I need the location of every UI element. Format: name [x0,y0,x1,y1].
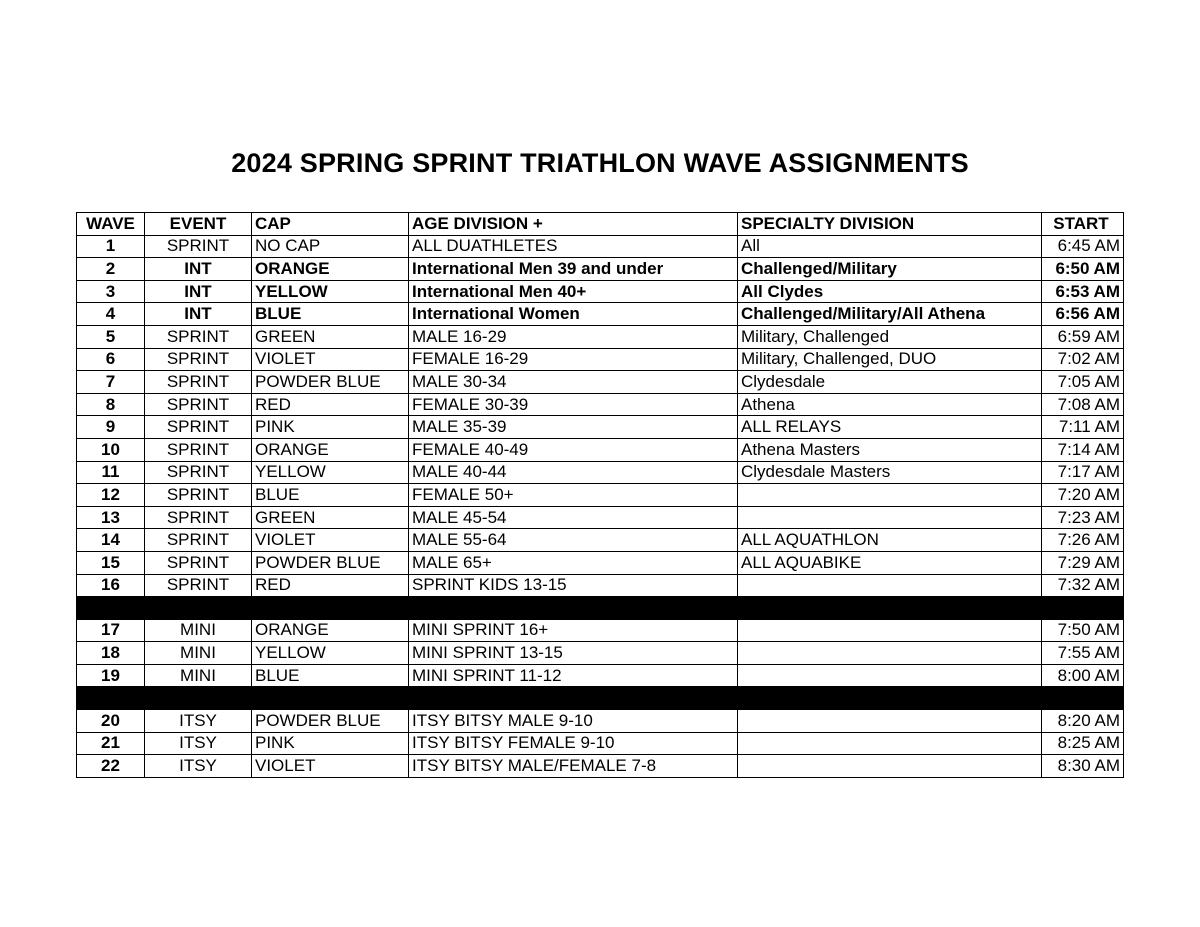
table-row [77,438,1124,461]
table-row [77,325,1124,348]
age-division-cell: MALE 16-29 [409,325,738,348]
table-row [77,574,1124,597]
event-cell: SPRINT [145,371,252,394]
specialty-division-cell: ALL AQUABIKE [738,551,1042,574]
table-row [77,393,1124,416]
event-cell: SPRINT [145,529,252,552]
wave-cell: 8 [77,393,145,416]
event-cell: SPRINT [145,235,252,258]
wave-cell: 16 [77,574,145,597]
table-row [77,732,1124,755]
event-cell: SPRINT [145,461,252,484]
specialty-division-cell: Clydesdale [738,371,1042,394]
start-time-cell: 7:08 AM [1042,393,1124,416]
cap-cell: ORANGE [252,438,409,461]
wave-cell: 18 [77,642,145,665]
specialty-division-cell [738,732,1042,755]
wave-assignments-table [76,212,1124,778]
table-row [77,664,1124,687]
age-division-cell: MALE 35-39 [409,416,738,439]
event-cell: INT [145,258,252,281]
wave-cell: 20 [77,710,145,733]
age-division-cell: MALE 45-54 [409,506,738,529]
specialty-division-cell: ALL RELAYS [738,416,1042,439]
event-cell: SPRINT [145,574,252,597]
wave-cell: 14 [77,529,145,552]
cap-cell: POWDER BLUE [252,371,409,394]
separator-bar [77,687,1124,710]
column-header-age-division: AGE DIVISION + [409,213,738,236]
start-time-cell: 6:53 AM [1042,280,1124,303]
table-row [77,506,1124,529]
specialty-division-cell: Clydesdale Masters [738,461,1042,484]
age-division-cell: MALE 65+ [409,551,738,574]
cap-cell: BLUE [252,664,409,687]
specialty-division-cell [738,642,1042,665]
age-division-cell: ITSY BITSY MALE/FEMALE 7-8 [409,755,738,778]
start-time-cell: 8:25 AM [1042,732,1124,755]
start-time-cell: 7:50 AM [1042,619,1124,642]
cap-cell: BLUE [252,484,409,507]
cap-cell: PINK [252,732,409,755]
event-cell: SPRINT [145,484,252,507]
table-row [77,619,1124,642]
table-row [77,710,1124,733]
event-cell: ITSY [145,732,252,755]
age-division-cell: MINI SPRINT 16+ [409,619,738,642]
cap-cell: YELLOW [252,461,409,484]
event-cell: SPRINT [145,416,252,439]
event-cell: MINI [145,619,252,642]
event-cell: SPRINT [145,393,252,416]
event-cell: SPRINT [145,348,252,371]
cap-cell: ORANGE [252,258,409,281]
table-row [77,416,1124,439]
wave-cell: 22 [77,755,145,778]
start-time-cell: 8:00 AM [1042,664,1124,687]
event-cell: ITSY [145,710,252,733]
age-division-cell: SPRINT KIDS 13-15 [409,574,738,597]
age-division-cell: MINI SPRINT 13-15 [409,642,738,665]
column-header-specialty-division: SPECIALTY DIVISION [738,213,1042,236]
table-header-row [77,213,1124,236]
cap-cell: PINK [252,416,409,439]
start-time-cell: 6:59 AM [1042,325,1124,348]
wave-cell: 11 [77,461,145,484]
event-cell: SPRINT [145,325,252,348]
wave-cell: 17 [77,619,145,642]
cap-cell: RED [252,574,409,597]
age-division-cell: ITSY BITSY FEMALE 9-10 [409,732,738,755]
start-time-cell: 7:17 AM [1042,461,1124,484]
specialty-division-cell: Challenged/Military [738,258,1042,281]
table-row [77,551,1124,574]
start-time-cell: 7:05 AM [1042,371,1124,394]
start-time-cell: 7:14 AM [1042,438,1124,461]
wave-cell: 21 [77,732,145,755]
age-division-cell: FEMALE 50+ [409,484,738,507]
specialty-division-cell: Athena [738,393,1042,416]
start-time-cell: 7:26 AM [1042,529,1124,552]
wave-cell: 5 [77,325,145,348]
specialty-division-cell: Athena Masters [738,438,1042,461]
table-separator-row [77,597,1124,620]
start-time-cell: 8:30 AM [1042,755,1124,778]
start-time-cell: 7:32 AM [1042,574,1124,597]
age-division-cell: International Men 39 and under [409,258,738,281]
column-header-start: START [1042,213,1124,236]
table-row [77,484,1124,507]
event-cell: ITSY [145,755,252,778]
cap-cell: RED [252,393,409,416]
cap-cell: BLUE [252,303,409,326]
age-division-cell: MINI SPRINT 11-12 [409,664,738,687]
table-row [77,371,1124,394]
wave-cell: 4 [77,303,145,326]
specialty-division-cell: All Clydes [738,280,1042,303]
specialty-division-cell [738,484,1042,507]
event-cell: SPRINT [145,506,252,529]
wave-cell: 2 [77,258,145,281]
event-cell: MINI [145,664,252,687]
cap-cell: VIOLET [252,348,409,371]
age-division-cell: MALE 40-44 [409,461,738,484]
cap-cell: ORANGE [252,619,409,642]
age-division-cell: ITSY BITSY MALE 9-10 [409,710,738,733]
table-row [77,642,1124,665]
start-time-cell: 6:56 AM [1042,303,1124,326]
cap-cell: NO CAP [252,235,409,258]
specialty-division-cell [738,755,1042,778]
table-row [77,461,1124,484]
specialty-division-cell: Military, Challenged, DUO [738,348,1042,371]
age-division-cell: FEMALE 30-39 [409,393,738,416]
table-row [77,280,1124,303]
cap-cell: VIOLET [252,529,409,552]
table-row [77,529,1124,552]
cap-cell: VIOLET [252,755,409,778]
start-time-cell: 6:45 AM [1042,235,1124,258]
specialty-division-cell: Challenged/Military/All Athena [738,303,1042,326]
column-header-wave: WAVE [77,213,145,236]
column-header-event: EVENT [145,213,252,236]
table-row [77,348,1124,371]
start-time-cell: 7:02 AM [1042,348,1124,371]
cap-cell: POWDER BLUE [252,551,409,574]
age-division-cell: FEMALE 40-49 [409,438,738,461]
cap-cell: YELLOW [252,280,409,303]
start-time-cell: 8:20 AM [1042,710,1124,733]
specialty-division-cell [738,619,1042,642]
specialty-division-cell [738,506,1042,529]
page-title: 2024 SPRING SPRINT TRIATHLON WAVE ASSIGNMENTS [231,148,969,178]
specialty-division-cell [738,710,1042,733]
cap-cell: YELLOW [252,642,409,665]
specialty-division-cell [738,664,1042,687]
age-division-cell: International Women [409,303,738,326]
cap-cell: GREEN [252,325,409,348]
wave-cell: 9 [77,416,145,439]
specialty-division-cell [738,574,1042,597]
event-cell: SPRINT [145,551,252,574]
table-row [77,303,1124,326]
start-time-cell: 7:55 AM [1042,642,1124,665]
age-division-cell: ALL DUATHLETES [409,235,738,258]
age-division-cell: MALE 30-34 [409,371,738,394]
wave-cell: 6 [77,348,145,371]
specialty-division-cell: All [738,235,1042,258]
wave-cell: 12 [77,484,145,507]
start-time-cell: 6:50 AM [1042,258,1124,281]
column-header-cap: CAP [252,213,409,236]
wave-cell: 3 [77,280,145,303]
cap-cell: POWDER BLUE [252,710,409,733]
cap-cell: GREEN [252,506,409,529]
event-cell: MINI [145,642,252,665]
start-time-cell: 7:20 AM [1042,484,1124,507]
separator-bar [77,597,1124,620]
wave-cell: 15 [77,551,145,574]
specialty-division-cell: ALL AQUATHLON [738,529,1042,552]
wave-cell: 13 [77,506,145,529]
wave-cell: 7 [77,371,145,394]
age-division-cell: MALE 55-64 [409,529,738,552]
table-body [77,235,1124,777]
table-row [77,235,1124,258]
event-cell: SPRINT [145,438,252,461]
event-cell: INT [145,280,252,303]
event-cell: INT [145,303,252,326]
start-time-cell: 7:11 AM [1042,416,1124,439]
wave-cell: 10 [77,438,145,461]
start-time-cell: 7:23 AM [1042,506,1124,529]
start-time-cell: 7:29 AM [1042,551,1124,574]
age-division-cell: International Men 40+ [409,280,738,303]
table-row [77,258,1124,281]
specialty-division-cell: Military, Challenged [738,325,1042,348]
age-division-cell: FEMALE 16-29 [409,348,738,371]
wave-cell: 1 [77,235,145,258]
table-separator-row [77,687,1124,710]
table-row [77,755,1124,778]
wave-cell: 19 [77,664,145,687]
